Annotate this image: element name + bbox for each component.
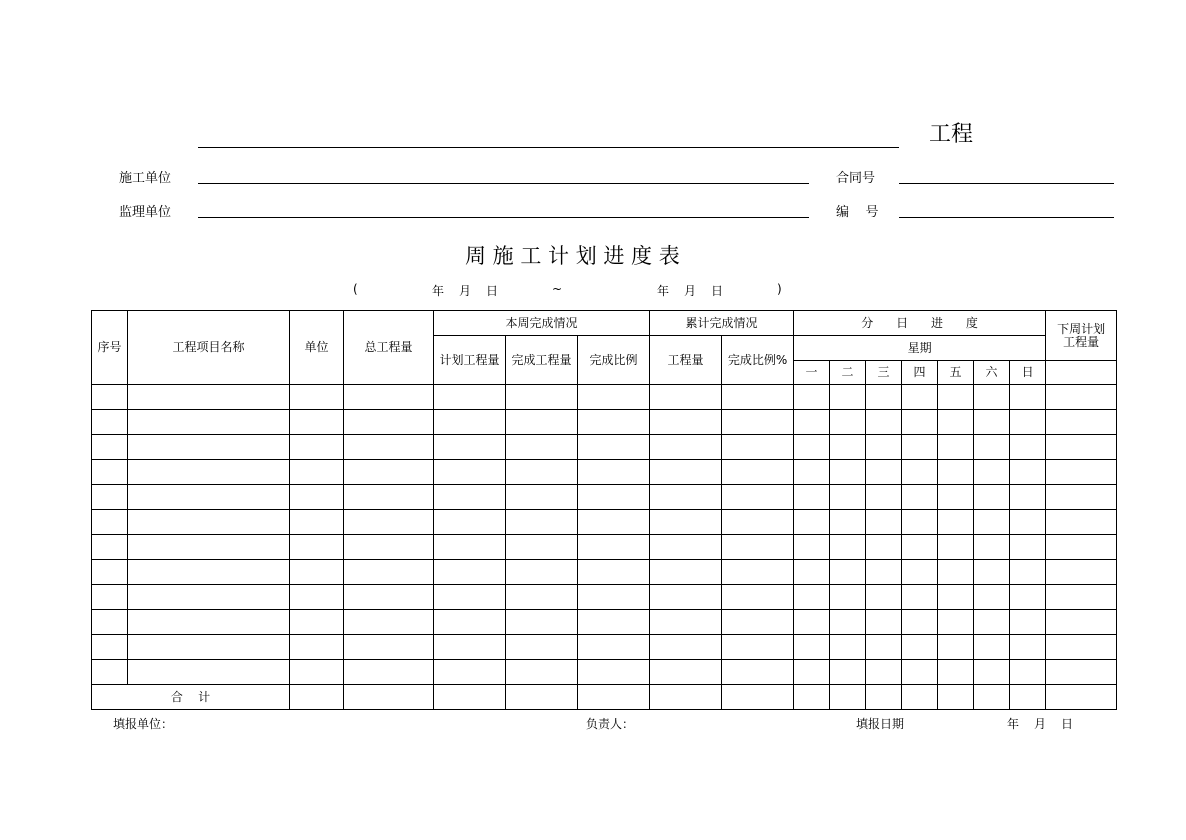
cell-next-week[interactable]	[1046, 435, 1117, 460]
cell-total[interactable]	[344, 510, 434, 535]
cell-sat[interactable]	[974, 385, 1010, 410]
cell-mon[interactable]	[794, 485, 830, 510]
cell-week-planned[interactable]	[434, 660, 506, 685]
cell-unit[interactable]	[290, 560, 344, 585]
date-open-paren: (	[353, 282, 358, 296]
cell-unit[interactable]	[290, 510, 344, 535]
cell-week-done[interactable]	[506, 410, 578, 435]
table-row	[92, 610, 1117, 635]
cell-total[interactable]	[344, 485, 434, 510]
col-name-header: 工程项目名称	[128, 311, 290, 385]
date-close-paren: )	[777, 282, 782, 296]
cell-tue[interactable]	[830, 560, 866, 585]
cell-week-done[interactable]	[506, 435, 578, 460]
cell-mon[interactable]	[794, 460, 830, 485]
footer-day: 日	[1061, 717, 1074, 731]
next-week-blank-cell[interactable]	[1046, 361, 1117, 385]
cell-cum-ratio[interactable]	[722, 435, 794, 460]
cell-seq[interactable]	[92, 460, 128, 485]
cell-total[interactable]	[344, 660, 434, 685]
cell-next-week[interactable]	[1046, 410, 1117, 435]
cell-week-ratio[interactable]	[578, 485, 650, 510]
supervision-unit-field[interactable]	[198, 217, 809, 218]
cell-fri[interactable]	[938, 635, 974, 660]
col-unit-header: 单位	[290, 311, 344, 385]
cell-week-planned[interactable]	[434, 385, 506, 410]
total-cell-tue[interactable]	[830, 685, 866, 710]
cell-week-ratio[interactable]	[578, 535, 650, 560]
cell-week-done[interactable]	[506, 485, 578, 510]
cell-name[interactable]	[128, 635, 290, 660]
total-cell-sat[interactable]	[974, 685, 1010, 710]
cum-ratio-header: 完成比例%	[722, 336, 794, 385]
total-cell-thu[interactable]	[902, 685, 938, 710]
cell-week-done[interactable]	[506, 610, 578, 635]
cell-week-ratio[interactable]	[578, 635, 650, 660]
cumulative-group-header: 累计完成情况	[650, 311, 794, 336]
cell-week-done[interactable]	[506, 585, 578, 610]
cell-total[interactable]	[344, 460, 434, 485]
cell-next-week[interactable]	[1046, 385, 1117, 410]
weekday-sun: 日	[1010, 361, 1046, 385]
daily-progress-header: 分 日 进 度	[794, 311, 1046, 336]
cell-thu[interactable]	[902, 485, 938, 510]
cell-sat[interactable]	[974, 485, 1010, 510]
cell-sun[interactable]	[1010, 410, 1046, 435]
cell-week-planned[interactable]	[434, 560, 506, 585]
total-row	[92, 685, 1117, 710]
table-row	[92, 460, 1117, 485]
cell-week-ratio[interactable]	[578, 560, 650, 585]
cell-tue[interactable]	[830, 485, 866, 510]
total-cell-week-planned[interactable]	[434, 685, 506, 710]
cell-next-week[interactable]	[1046, 635, 1117, 660]
cell-cum-qty[interactable]	[650, 485, 722, 510]
cell-sun[interactable]	[1010, 535, 1046, 560]
table-row	[92, 385, 1117, 410]
cell-thu[interactable]	[902, 535, 938, 560]
cell-wed[interactable]	[866, 535, 902, 560]
cell-week-planned[interactable]	[434, 535, 506, 560]
footer-year: 年	[1007, 717, 1020, 731]
cell-cum-ratio[interactable]	[722, 385, 794, 410]
project-suffix: 工程	[929, 122, 974, 147]
cell-fri[interactable]	[938, 410, 974, 435]
cell-thu[interactable]	[902, 560, 938, 585]
weekday-tue: 二	[830, 361, 866, 385]
number-label: 编 号	[836, 205, 879, 220]
cell-mon[interactable]	[794, 560, 830, 585]
cell-sun[interactable]	[1010, 385, 1046, 410]
cell-cum-ratio[interactable]	[722, 485, 794, 510]
cell-fri[interactable]	[938, 610, 974, 635]
cell-total[interactable]	[344, 410, 434, 435]
cell-unit[interactable]	[290, 410, 344, 435]
cell-fri[interactable]	[938, 435, 974, 460]
week-planned-header: 计划工程量	[434, 336, 506, 385]
cell-thu[interactable]	[902, 510, 938, 535]
date-month-2: 月	[684, 284, 697, 298]
weekday-thu: 四	[902, 361, 938, 385]
cell-sat[interactable]	[974, 435, 1010, 460]
table-row	[92, 435, 1117, 460]
cell-name[interactable]	[128, 585, 290, 610]
progress-table	[91, 310, 1117, 710]
cell-fri[interactable]	[938, 535, 974, 560]
total-cell-cum-ratio[interactable]	[722, 685, 794, 710]
cell-sat[interactable]	[974, 635, 1010, 660]
table-row	[92, 635, 1117, 660]
cell-week-ratio[interactable]	[578, 435, 650, 460]
cell-name[interactable]	[128, 535, 290, 560]
cell-tue[interactable]	[830, 435, 866, 460]
cell-tue[interactable]	[830, 660, 866, 685]
cell-week-ratio[interactable]	[578, 660, 650, 685]
cell-seq[interactable]	[92, 635, 128, 660]
cell-sat[interactable]	[974, 460, 1010, 485]
weekday-mon: 一	[794, 361, 830, 385]
cell-week-planned[interactable]	[434, 435, 506, 460]
cell-wed[interactable]	[866, 610, 902, 635]
table-row	[92, 510, 1117, 535]
cell-wed[interactable]	[866, 385, 902, 410]
cell-unit[interactable]	[290, 535, 344, 560]
cell-cum-qty[interactable]	[650, 510, 722, 535]
cell-fri[interactable]	[938, 560, 974, 585]
cell-cum-qty[interactable]	[650, 410, 722, 435]
number-field[interactable]	[899, 217, 1114, 218]
cell-seq[interactable]	[92, 510, 128, 535]
cell-cum-qty[interactable]	[650, 635, 722, 660]
col-total-header: 总工程量	[344, 311, 434, 385]
cell-name[interactable]	[128, 485, 290, 510]
date-tilde: ~	[552, 282, 563, 296]
cell-sat[interactable]	[974, 560, 1010, 585]
cell-cum-qty[interactable]	[650, 435, 722, 460]
fill-date-label: 填报日期	[856, 717, 905, 731]
total-cell-sun[interactable]	[1010, 685, 1046, 710]
date-month-1: 月	[459, 284, 472, 298]
cell-cum-qty[interactable]	[650, 460, 722, 485]
week-done-header: 完成工程量	[506, 336, 578, 385]
total-cell-week-ratio[interactable]	[578, 685, 650, 710]
total-label: 合 计	[92, 685, 290, 710]
supervision-unit-label: 监理单位	[119, 205, 172, 220]
cell-name[interactable]	[128, 510, 290, 535]
cell-mon[interactable]	[794, 610, 830, 635]
cell-next-week[interactable]	[1046, 560, 1117, 585]
cell-cum-ratio[interactable]	[722, 610, 794, 635]
fill-unit-label: 填报单位：	[113, 717, 174, 731]
cell-unit[interactable]	[290, 435, 344, 460]
cell-cum-qty[interactable]	[650, 610, 722, 635]
cell-next-week[interactable]	[1046, 535, 1117, 560]
weekday-wed: 三	[866, 361, 902, 385]
footer-month: 月	[1034, 717, 1047, 731]
cell-sun[interactable]	[1010, 435, 1046, 460]
weekday-fri: 五	[938, 361, 974, 385]
cell-week-ratio[interactable]	[578, 410, 650, 435]
cell-seq[interactable]	[92, 485, 128, 510]
cell-thu[interactable]	[902, 660, 938, 685]
next-week-header	[1046, 311, 1117, 361]
cell-seq[interactable]	[92, 585, 128, 610]
cell-next-week[interactable]	[1046, 460, 1117, 485]
cell-fri[interactable]	[938, 660, 974, 685]
construction-unit-field[interactable]	[198, 183, 809, 184]
cell-mon[interactable]	[794, 410, 830, 435]
cell-sun[interactable]	[1010, 585, 1046, 610]
total-cell-wed[interactable]	[866, 685, 902, 710]
date-day-1: 日	[486, 284, 499, 298]
cell-week-ratio[interactable]	[578, 460, 650, 485]
cell-mon[interactable]	[794, 535, 830, 560]
cell-unit[interactable]	[290, 460, 344, 485]
cell-cum-ratio[interactable]	[722, 560, 794, 585]
cell-unit[interactable]	[290, 635, 344, 660]
cell-cum-ratio[interactable]	[722, 410, 794, 435]
cell-mon[interactable]	[794, 435, 830, 460]
table-row	[92, 660, 1117, 685]
cell-name[interactable]	[128, 460, 290, 485]
cell-seq[interactable]	[92, 660, 128, 685]
cell-name[interactable]	[128, 385, 290, 410]
total-cell-fri[interactable]	[938, 685, 974, 710]
cell-week-ratio[interactable]	[578, 610, 650, 635]
cell-wed[interactable]	[866, 435, 902, 460]
cell-seq[interactable]	[92, 560, 128, 585]
cell-sun[interactable]	[1010, 510, 1046, 535]
cell-wed[interactable]	[866, 560, 902, 585]
cell-fri[interactable]	[938, 385, 974, 410]
cell-seq[interactable]	[92, 610, 128, 635]
cell-fri[interactable]	[938, 460, 974, 485]
date-year-1: 年	[432, 284, 445, 298]
cell-week-done[interactable]	[506, 385, 578, 410]
cell-week-ratio[interactable]	[578, 510, 650, 535]
cell-mon[interactable]	[794, 385, 830, 410]
cell-name[interactable]	[128, 610, 290, 635]
cell-wed[interactable]	[866, 635, 902, 660]
cell-next-week[interactable]	[1046, 610, 1117, 635]
cell-week-done[interactable]	[506, 660, 578, 685]
cell-total[interactable]	[344, 535, 434, 560]
total-cell-mon[interactable]	[794, 685, 830, 710]
cell-fri[interactable]	[938, 510, 974, 535]
cell-mon[interactable]	[794, 660, 830, 685]
cell-week-planned[interactable]	[434, 485, 506, 510]
cell-next-week[interactable]	[1046, 585, 1117, 610]
week-ratio-header: 完成比例	[578, 336, 650, 385]
cell-name[interactable]	[128, 435, 290, 460]
total-cell-week-done[interactable]	[506, 685, 578, 710]
cell-seq[interactable]	[92, 385, 128, 410]
cell-week-planned[interactable]	[434, 635, 506, 660]
cell-mon[interactable]	[794, 510, 830, 535]
cell-week-planned[interactable]	[434, 585, 506, 610]
date-year-2: 年	[657, 284, 670, 298]
cell-tue[interactable]	[830, 410, 866, 435]
cell-tue[interactable]	[830, 535, 866, 560]
cell-sun[interactable]	[1010, 460, 1046, 485]
cell-sun[interactable]	[1010, 610, 1046, 635]
cell-week-ratio[interactable]	[578, 385, 650, 410]
cell-week-planned[interactable]	[434, 510, 506, 535]
table-row	[92, 585, 1117, 610]
total-cell-total[interactable]	[344, 685, 434, 710]
date-day-2: 日	[711, 284, 724, 298]
cell-week-done[interactable]	[506, 460, 578, 485]
cell-thu[interactable]	[902, 410, 938, 435]
cell-seq[interactable]	[92, 535, 128, 560]
table-row	[92, 410, 1117, 435]
cell-sun[interactable]	[1010, 560, 1046, 585]
cell-seq[interactable]	[92, 435, 128, 460]
cell-cum-ratio[interactable]	[722, 585, 794, 610]
cum-qty-header: 工程量	[650, 336, 722, 385]
cell-cum-ratio[interactable]	[722, 510, 794, 535]
cell-sun[interactable]	[1010, 660, 1046, 685]
cell-wed[interactable]	[866, 510, 902, 535]
cell-week-done[interactable]	[506, 535, 578, 560]
cell-unit[interactable]	[290, 660, 344, 685]
cell-unit[interactable]	[290, 385, 344, 410]
construction-unit-label: 施工单位	[119, 171, 172, 186]
cell-cum-ratio[interactable]	[722, 660, 794, 685]
cell-total[interactable]	[344, 435, 434, 460]
cell-total[interactable]	[344, 635, 434, 660]
cell-week-done[interactable]	[506, 560, 578, 585]
cell-thu[interactable]	[902, 610, 938, 635]
cell-total[interactable]	[344, 560, 434, 585]
cell-next-week[interactable]	[1046, 660, 1117, 685]
cell-thu[interactable]	[902, 585, 938, 610]
next-week-label: 下周计划工程量	[1057, 321, 1106, 349]
cell-mon[interactable]	[794, 635, 830, 660]
cell-cum-qty[interactable]	[650, 585, 722, 610]
cell-seq[interactable]	[92, 410, 128, 435]
cell-week-planned[interactable]	[434, 410, 506, 435]
cell-sun[interactable]	[1010, 485, 1046, 510]
cell-wed[interactable]	[866, 585, 902, 610]
table-row	[92, 560, 1117, 585]
cell-sat[interactable]	[974, 410, 1010, 435]
cell-wed[interactable]	[866, 485, 902, 510]
cell-sat[interactable]	[974, 510, 1010, 535]
cell-mon[interactable]	[794, 585, 830, 610]
cell-tue[interactable]	[830, 460, 866, 485]
cell-cum-ratio[interactable]	[722, 535, 794, 560]
cell-fri[interactable]	[938, 585, 974, 610]
table-row	[92, 485, 1117, 510]
weekday-group-header: 星期	[794, 336, 1046, 361]
cell-week-planned[interactable]	[434, 460, 506, 485]
total-cell-cum-qty[interactable]	[650, 685, 722, 710]
week-group-header: 本周完成情况	[434, 311, 650, 336]
form-title: 周 施 工 计 划 进 度 表	[465, 244, 680, 268]
cell-wed[interactable]	[866, 460, 902, 485]
responsible-label: 负责人：	[586, 717, 635, 731]
cell-next-week[interactable]	[1046, 485, 1117, 510]
cell-next-week[interactable]	[1046, 510, 1117, 535]
cell-cum-qty[interactable]	[650, 560, 722, 585]
project-name-line[interactable]	[198, 147, 899, 148]
cell-total[interactable]	[344, 385, 434, 410]
cell-total[interactable]	[344, 585, 434, 610]
cell-total[interactable]	[344, 610, 434, 635]
cell-tue[interactable]	[830, 635, 866, 660]
cell-thu[interactable]	[902, 460, 938, 485]
cell-sun[interactable]	[1010, 635, 1046, 660]
cell-tue[interactable]	[830, 385, 866, 410]
cell-name[interactable]	[128, 410, 290, 435]
col-seq-header: 序号	[92, 311, 128, 385]
weekday-sat: 六	[974, 361, 1010, 385]
cell-unit[interactable]	[290, 610, 344, 635]
total-cell-next-week[interactable]	[1046, 685, 1117, 710]
cell-week-ratio[interactable]	[578, 585, 650, 610]
cell-wed[interactable]	[866, 660, 902, 685]
cell-cum-ratio[interactable]	[722, 460, 794, 485]
cell-week-planned[interactable]	[434, 610, 506, 635]
cell-fri[interactable]	[938, 485, 974, 510]
cell-unit[interactable]	[290, 485, 344, 510]
contract-no-field[interactable]	[899, 183, 1114, 184]
table-row	[92, 535, 1117, 560]
total-cell-unit[interactable]	[290, 685, 344, 710]
cell-cum-qty[interactable]	[650, 660, 722, 685]
cell-sat[interactable]	[974, 660, 1010, 685]
cell-tue[interactable]	[830, 610, 866, 635]
cell-cum-qty[interactable]	[650, 535, 722, 560]
cell-tue[interactable]	[830, 585, 866, 610]
cell-name[interactable]	[128, 660, 290, 685]
cell-name[interactable]	[128, 560, 290, 585]
cell-week-done[interactable]	[506, 635, 578, 660]
cell-sat[interactable]	[974, 610, 1010, 635]
cell-sat[interactable]	[974, 585, 1010, 610]
cell-thu[interactable]	[902, 635, 938, 660]
cell-tue[interactable]	[830, 510, 866, 535]
cell-sat[interactable]	[974, 535, 1010, 560]
cell-cum-qty[interactable]	[650, 385, 722, 410]
cell-cum-ratio[interactable]	[722, 635, 794, 660]
contract-no-label: 合同号	[836, 171, 876, 186]
cell-week-done[interactable]	[506, 510, 578, 535]
cell-thu[interactable]	[902, 385, 938, 410]
cell-wed[interactable]	[866, 410, 902, 435]
cell-unit[interactable]	[290, 585, 344, 610]
cell-thu[interactable]	[902, 435, 938, 460]
